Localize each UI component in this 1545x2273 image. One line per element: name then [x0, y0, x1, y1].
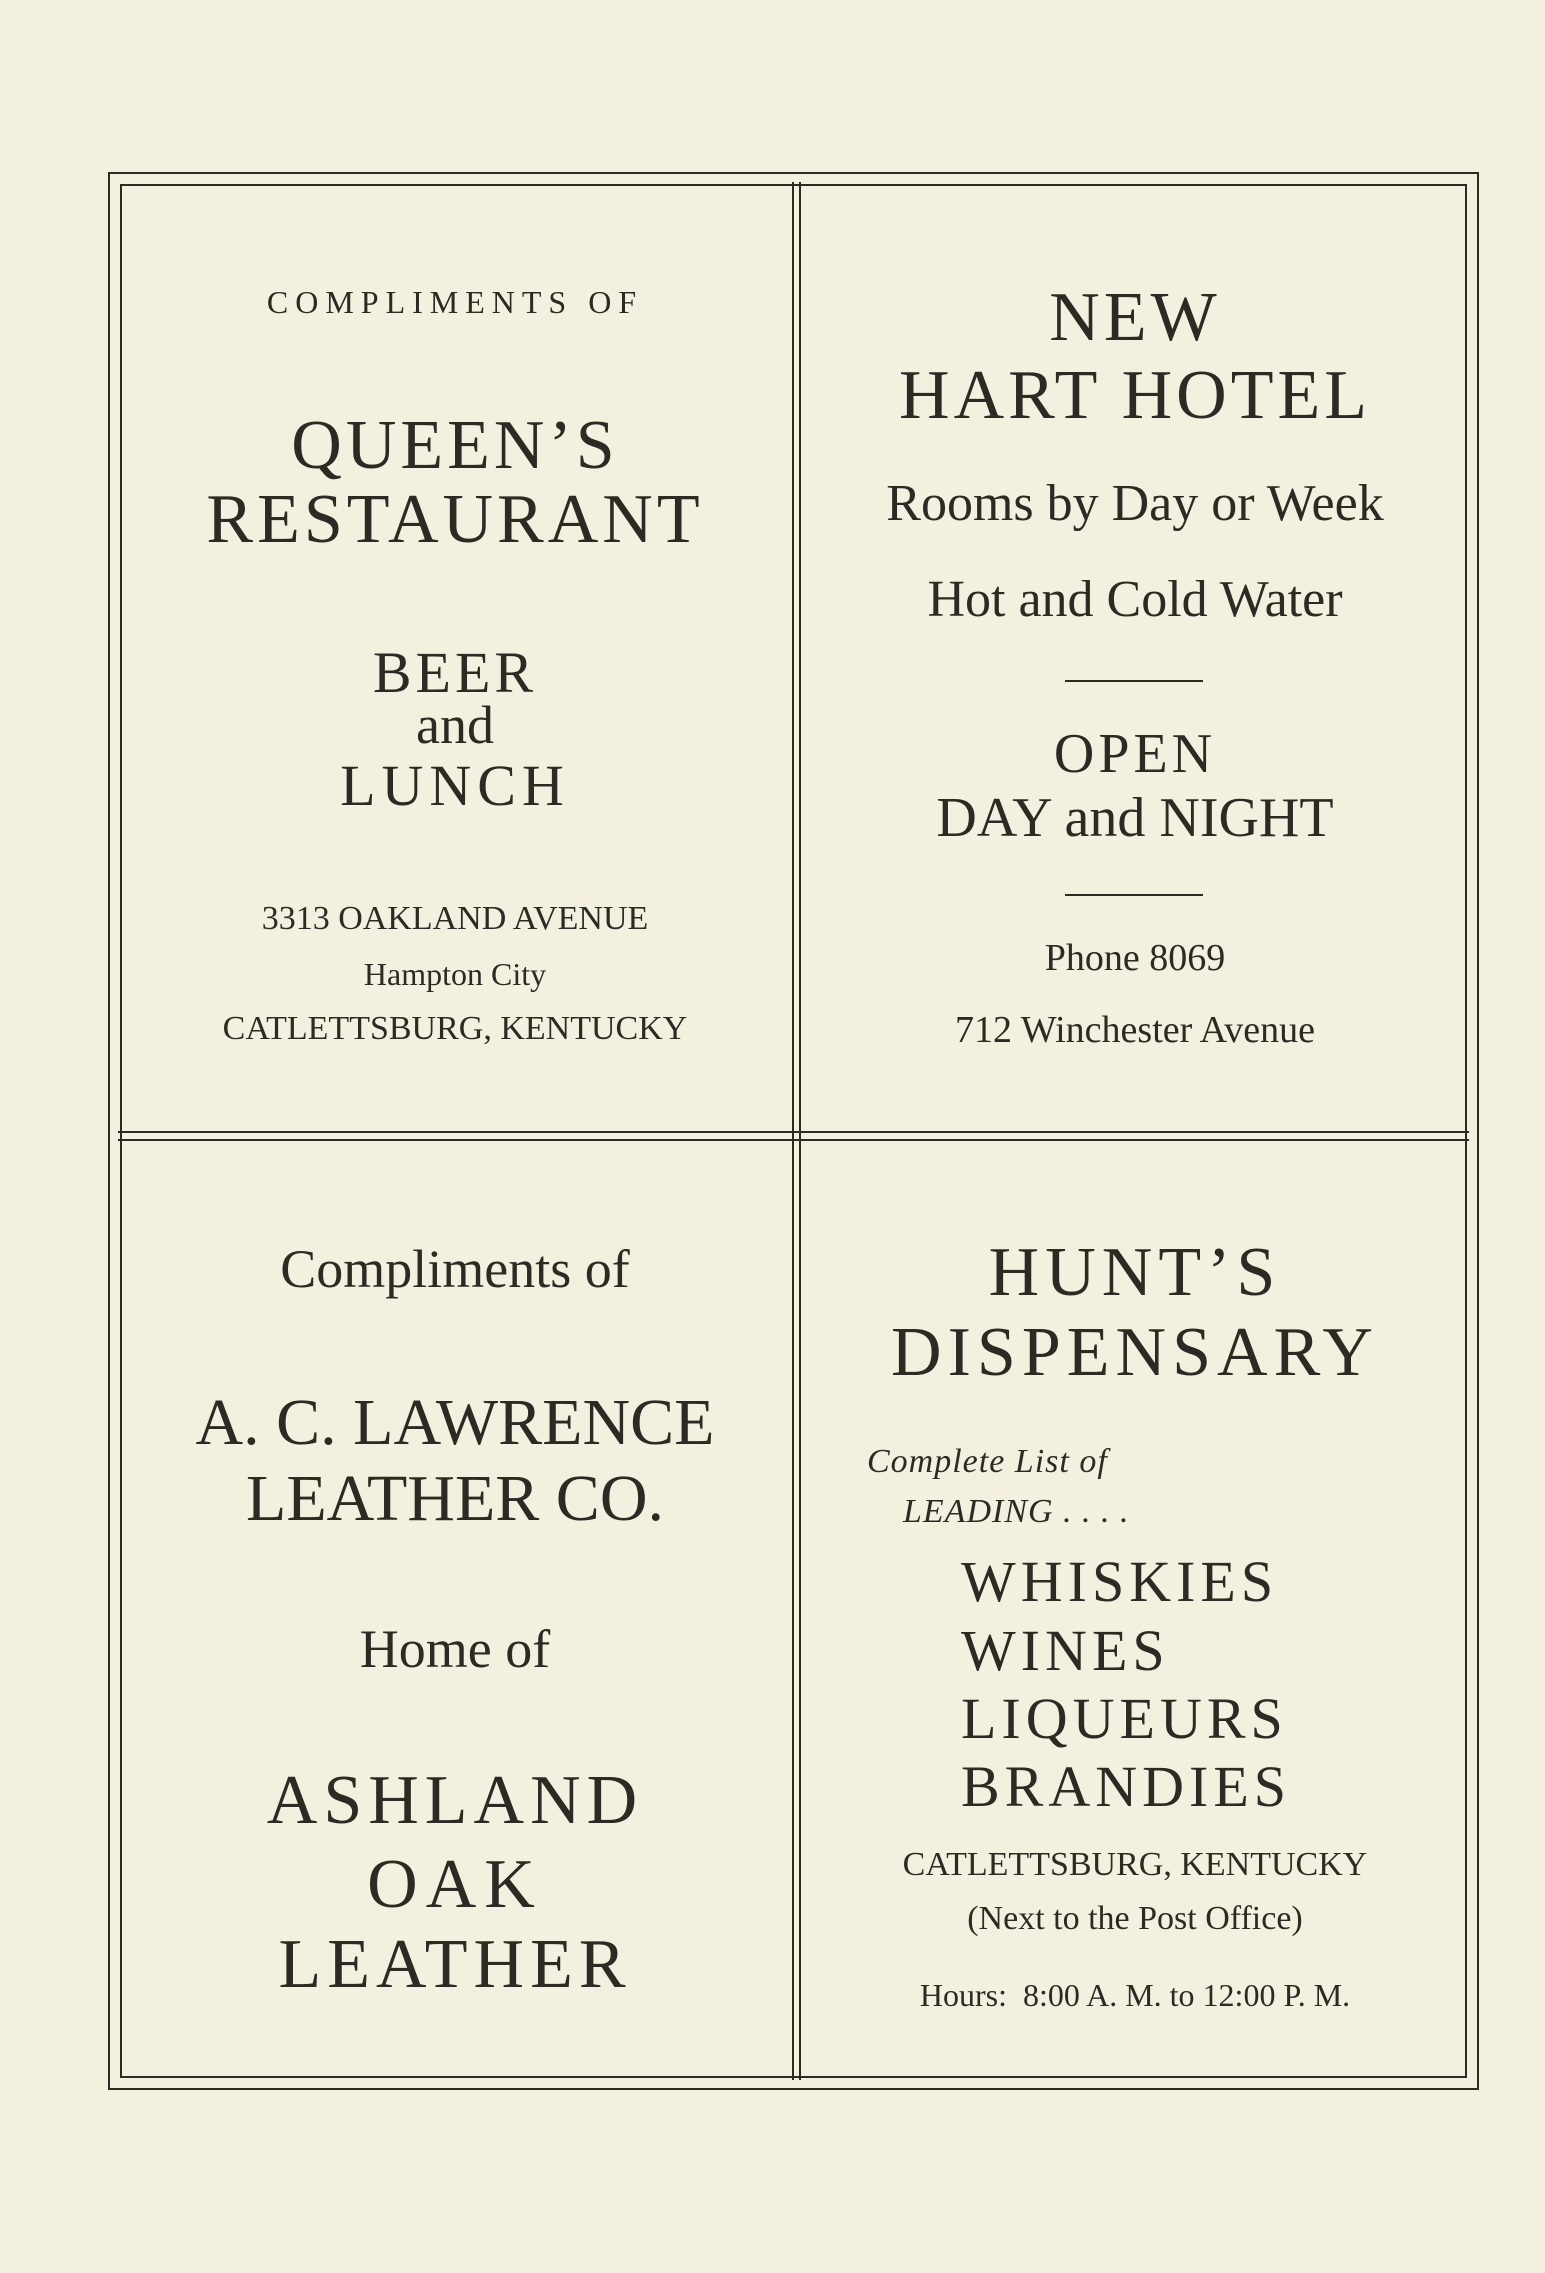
hart-phone: Phone 8069 [1044, 937, 1226, 979]
queens-area: Hampton City [363, 956, 547, 992]
lawrence-compliments: Compliments of [280, 1239, 630, 1299]
hart-open: OPEN [1053, 723, 1217, 785]
lawrence-product-line1: ASHLAND [266, 1762, 644, 1839]
hart-rule-1 [1065, 680, 1203, 682]
hunts-location: (Next to the Post Office) [967, 1900, 1303, 1937]
horizontal-divider [118, 1131, 1469, 1141]
hunts-name-line2: DISPENSARY [891, 1314, 1379, 1391]
hart-address: 712 Winchester Avenue [954, 1009, 1316, 1051]
hart-new: NEW [1049, 279, 1221, 356]
queens-and: and [416, 695, 494, 755]
ad-hunts-dispensary [803, 1143, 1467, 2078]
hart-water: Hot and Cold Water [927, 571, 1343, 628]
queens-lunch: LUNCH [340, 753, 570, 818]
hunts-name-line1: HUNT’S [988, 1234, 1282, 1311]
hart-rooms: Rooms by Day or Week [886, 475, 1384, 532]
hunts-city: CATLETTSBURG, KENTUCKY [902, 1846, 1368, 1883]
lawrence-name-line2: LEATHER CO. [246, 1462, 664, 1535]
hunts-complete-list: Complete List of [867, 1443, 1108, 1480]
queens-address: 3313 OAKLAND AVENUE [261, 900, 649, 937]
queens-city: CATLETTSBURG, KENTUCKY [222, 1010, 688, 1047]
ad-queens-restaurant [120, 184, 790, 1129]
hunts-hours: Hours: 8:00 A. M. to 12:00 P. M. [919, 1977, 1351, 2013]
lawrence-product-line3: LEATHER [278, 1926, 632, 2003]
lawrence-home-of: Home of [359, 1619, 551, 1679]
lawrence-product-line2: OAK [367, 1846, 543, 1923]
hart-rule-2 [1065, 894, 1203, 896]
hunts-item-brandies: BRANDIES [961, 1754, 1292, 1819]
hunts-item-whiskies: WHISKIES [961, 1549, 1279, 1614]
ad-lawrence-leather [120, 1143, 790, 2078]
queens-name-line2: RESTAURANT [206, 481, 704, 558]
ad-new-hart-hotel [803, 184, 1467, 1129]
hart-name: HART HOTEL [899, 357, 1371, 434]
hunts-item-wines: WINES [961, 1618, 1170, 1683]
queens-beer: BEER [372, 640, 538, 705]
hunts-leading: LEADING . . . . [903, 1493, 1130, 1530]
hart-day-night: DAY and NIGHT [936, 787, 1334, 849]
hunts-item-liqueurs: LIQUEURS [961, 1686, 1288, 1751]
queens-name-line1: QUEEN’S [291, 407, 619, 484]
queens-compliments: COMPLIMENTS OF [266, 284, 644, 320]
lawrence-name-line1: A. C. LAWRENCE [195, 1386, 715, 1459]
